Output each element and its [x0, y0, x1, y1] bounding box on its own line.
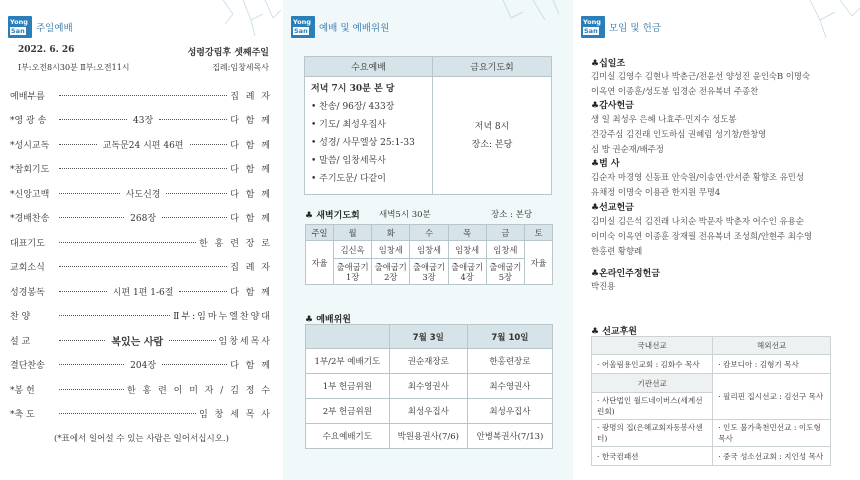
order-item-person: 집 례 자	[230, 91, 272, 102]
staff-cell: 최수영권사	[467, 374, 552, 399]
wednesday-header: 수요예배	[305, 57, 433, 77]
order-item-label: *영 광 송	[10, 116, 47, 126]
friday-details: 저녁 8시 장소: 본당	[433, 77, 552, 195]
overseas-header: 해외선교	[713, 337, 831, 355]
order-item-label: *참회기도	[10, 165, 50, 175]
service-times: Ⅰ부:오전8시30분 Ⅱ부:오전11시	[18, 63, 130, 72]
worship-order-row	[10, 211, 272, 225]
weekday-header: 화	[372, 225, 410, 241]
leader-name: 김신옥	[334, 241, 372, 259]
order-item-person: 다 함 께	[230, 165, 272, 175]
worship-order-row	[10, 88, 272, 102]
order-item-person: 다 함 께	[230, 140, 272, 151]
weekday-header: 목	[448, 225, 486, 241]
order-item-label: 성경봉독	[10, 287, 45, 298]
order-item-label: 결단찬송	[10, 361, 45, 371]
order-item-detail: 204장	[127, 358, 159, 371]
institution-item: · 한국컴패션	[592, 447, 713, 466]
order-item-person: 한 홍 련 장 로	[199, 238, 272, 249]
friday-header: 금요기도회	[433, 57, 552, 77]
overseas-item: · 필리핀 집시선교 : 김선구 목사	[713, 374, 831, 420]
staff-cell: 최성우집사	[389, 399, 467, 424]
scripture-reading: 출애굽기 2장	[372, 259, 410, 285]
staff-cell: 최수영권사	[389, 374, 467, 399]
order-item-person: 다 함 께	[230, 116, 272, 126]
order-item-label: 대표기도	[10, 238, 45, 249]
dawn-prayer-table	[305, 224, 553, 285]
worship-order-panel	[0, 0, 283, 480]
offering-group-title: ♣십일조	[591, 59, 626, 69]
order-item-label: 찬 양	[10, 312, 31, 322]
weekday-header: 수	[410, 225, 448, 241]
section-title: 주일예배	[36, 23, 73, 34]
order-item-person: Ⅱ부:임마누엘찬양대	[173, 312, 272, 322]
section-title: 모임 및 헌금	[609, 23, 661, 34]
staff-cell: 권순재장로	[389, 349, 467, 374]
table-row	[306, 424, 553, 449]
worship-staff-panel	[283, 0, 573, 480]
worship-order-row	[10, 137, 272, 151]
offering-group-title: ♣온라인주정헌금	[591, 269, 660, 279]
order-item-label: *봉 헌	[10, 385, 35, 396]
offering-group-title: ♣범 사	[591, 159, 620, 169]
sunday-name: 성령강림후 셋째주일	[187, 48, 269, 58]
staff-header: 7월 3일	[389, 325, 467, 349]
table-row	[306, 349, 553, 374]
leader-name: 임창세	[372, 241, 410, 259]
order-item-person: 임 창 세 목 사	[199, 410, 272, 420]
weekday-service-table	[304, 56, 552, 195]
scripture-reading: 출애굽기 5장	[486, 259, 524, 285]
domestic-item: · 어울림용인교회 : 김화수 목사	[592, 355, 713, 374]
worship-date: 2022. 6. 26	[18, 45, 75, 55]
scripture-reading: 출애굽기 3장	[410, 259, 448, 285]
offering-group-title: ♣선교헌금	[591, 203, 634, 213]
staff-header: 7월 10일	[467, 325, 552, 349]
staff-header	[306, 325, 390, 349]
offering-group-names: 김미실 김은석 김진래 나치순 박문자 박춘자 어수인 유용순 이미숙 이옥연 이종훈 장재필 전유복녀 조성희/안현주 최수영 한홍련 황향례	[591, 216, 813, 256]
staff-cell: 수요예배기도	[306, 424, 390, 449]
scripture-reading: 출애굽기 1장	[334, 259, 372, 285]
order-item-person: 다 함 께	[230, 287, 272, 298]
offering-group-names: 김순자 마경영 신동표 안숙원/이송연·안서준 황향조 유민성 유채정 이명숙 이용관 한지원 무명4	[591, 172, 804, 197]
worship-order-row	[10, 186, 272, 200]
worship-order-row	[10, 309, 272, 323]
yongsan-logo: Yong San	[8, 16, 32, 38]
section-title: 예배 및 예배위원	[319, 23, 390, 34]
dawn-prayer-title: ♣ 새벽기도회	[305, 211, 360, 221]
dawn-prayer-place: 장소 : 본당	[491, 210, 533, 220]
order-item-person: 임창세목사	[218, 336, 272, 347]
order-item-person: 다 함 께	[230, 214, 272, 224]
institution-item: · 사단법인 월드네이버스(세계선린회)	[592, 393, 713, 420]
order-item-detail: 268장	[127, 211, 159, 224]
overseas-item: · 중국 성소선교회 : 지인성 목사	[713, 447, 831, 466]
staff-cell: 안병복권사(7/13)	[467, 424, 552, 449]
staff-cell: 2부 헌금위원	[306, 399, 390, 424]
order-item-label: *성시교독	[10, 140, 50, 151]
order-item-detail: 43장	[130, 113, 156, 126]
dawn-prayer-time: 새벽5시 30분	[379, 210, 431, 220]
offering-group-names: 생 일 최성우 은혜 나효주·민지수 성도봉 건강주심 김진래 인도하심 권혜림 성기창/한창영 심 방 권순재/배주정	[591, 114, 767, 154]
order-item-detail: 사도신경	[123, 187, 164, 200]
order-item-label: 예배부름	[10, 91, 45, 102]
mission-support-table	[591, 336, 831, 466]
yongsan-logo: Yong San	[291, 16, 315, 38]
weekday-header: 월	[334, 225, 372, 241]
weekday-header: 주일	[306, 225, 334, 241]
scripture-reading: 출애굽기 4장	[448, 259, 486, 285]
institution-item: · 광명의 집(은혜교회자동봉사센터)	[592, 420, 713, 447]
worship-order-row	[10, 162, 272, 176]
order-item-detail: 교독문24 시편 46편	[100, 138, 187, 151]
mission-support-title: ♣ 선교후원	[591, 327, 637, 337]
leader-name: 임창세	[486, 241, 524, 259]
leader-name: 임창세	[448, 241, 486, 259]
order-item-person: 집 례 자	[230, 263, 272, 273]
order-item-label: 교회소식	[10, 263, 45, 273]
offering-panel	[573, 0, 860, 480]
offering-group-names: 박진용	[591, 281, 616, 291]
yongsan-logo: Yong San	[581, 16, 605, 38]
staff-cell: 최성우집사	[467, 399, 552, 424]
order-item-detail: 시편 1편 1-6절	[110, 285, 177, 298]
staff-cell: 1부 헌금위원	[306, 374, 390, 399]
service-leader: 집례:임창세목사	[212, 63, 269, 72]
domestic-header: 국내선교	[592, 337, 713, 355]
staff-cell: 한홍련장로	[467, 349, 552, 374]
offering-group-names: 김미실 김영수 김현나 박춘근/전윤선 양성진 윤인숙B 이명숙 이옥연 이종훈/성도봉 임경순 전유복녀 주종찬	[591, 71, 811, 96]
worship-order-row	[10, 284, 272, 298]
worship-order-row	[10, 407, 272, 421]
order-item-label: *축 도	[10, 410, 35, 420]
order-item-person: 다 함 께	[230, 361, 272, 371]
order-item-detail: 복있는 사람	[108, 333, 166, 348]
institution-header: 기관선교	[592, 374, 713, 393]
weekday-header: 토	[525, 225, 553, 241]
order-item-label: *경배찬송	[10, 214, 50, 224]
leader-name: 임창세	[410, 241, 448, 259]
worship-order-row	[10, 333, 272, 347]
worship-order-row	[10, 235, 272, 249]
wednesday-details: 저녁 7시 30분 본 당 • 찬송/ 96장/ 433장 • 기도/ 최성우집사 • 성경/ 사무엘상 25:1-33 • 말씀/ 임창세목사 • 주기도문/ 다같이	[305, 77, 433, 195]
staff-title: ♣ 예배위원	[305, 315, 351, 325]
overseas-item: · 인도 불가촉천민선교 : 이도형 목사	[713, 420, 831, 447]
worship-order-row	[10, 382, 272, 396]
worship-staff-table	[305, 324, 553, 449]
staff-cell: 박원용권사(7/6)	[389, 424, 467, 449]
worship-order-row	[10, 260, 272, 274]
order-item-person: 한 홍 련 이 미 자 / 김 정 수	[126, 385, 272, 396]
staff-cell: 1부/2부 예배기도	[306, 349, 390, 374]
sunday-free: 자율	[306, 241, 334, 285]
worship-order-row	[10, 113, 272, 127]
frost-decoration-icon	[780, 0, 860, 40]
table-row	[306, 374, 553, 399]
order-item-label: *신앙고백	[10, 189, 50, 200]
table-row	[306, 399, 553, 424]
overseas-item: · 캄보디아 : 김형기 목사	[713, 355, 831, 374]
order-item-person: 다 함 께	[230, 189, 272, 200]
saturday-free: 자율	[525, 241, 553, 285]
offering-group-title: ♣감사헌금	[591, 101, 634, 111]
worship-order-row	[10, 358, 272, 372]
frost-decoration-icon	[493, 0, 573, 40]
weekday-header: 금	[486, 225, 524, 241]
order-item-label: 설 교	[10, 336, 31, 347]
frost-decoration-icon	[203, 0, 283, 40]
standing-note: (*표에서 일어설 수 있는 사람은 일어서십시오.)	[54, 434, 229, 444]
